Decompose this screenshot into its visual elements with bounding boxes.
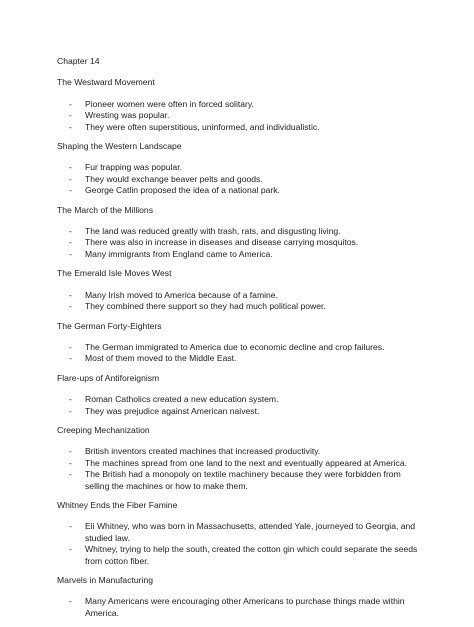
list-item — [57, 446, 422, 457]
list-item — [57, 122, 422, 133]
chapter-heading: Chapter 14 — [57, 56, 100, 66]
list-item-text: They was prejudice against American naivest. — [85, 405, 260, 416]
section-heading: Creeping Mechanization — [57, 424, 150, 435]
dash-bullet-icon: - — [69, 353, 72, 364]
notes-section — [57, 425, 422, 492]
section-heading: The German Forty-Eighters — [57, 320, 162, 331]
list-item-text: They would exchange beaver pelts and goods. — [85, 173, 263, 184]
notes-section — [57, 373, 422, 417]
list-item-text: Whitney, trying to help the south, created the cotton gin which could separate the seeds from cotton fiber. — [85, 544, 418, 566]
dash-bullet-icon: - — [69, 173, 72, 184]
list-item — [57, 342, 422, 353]
list-item-text: Many immigrants from England came to America. — [85, 248, 273, 259]
dash-bullet-icon: - — [69, 162, 72, 173]
dash-bullet-icon: - — [69, 596, 72, 607]
dash-bullet-icon: - — [69, 289, 72, 300]
list-item — [57, 110, 422, 121]
section-heading: The Westward Movement — [57, 77, 155, 88]
list-item-text: Many Americans were encouraging other Americans to purchase things made within America. — [85, 596, 405, 618]
notes-section — [57, 268, 422, 312]
dash-bullet-icon: - — [69, 98, 72, 109]
notes-section — [57, 141, 422, 197]
list-item — [57, 226, 422, 237]
list-item — [57, 174, 422, 185]
list-item-text: The German immigrated to America due to economic decline and crop failures. — [85, 341, 385, 352]
dash-bullet-icon: - — [69, 237, 72, 248]
dash-bullet-icon: - — [69, 457, 72, 468]
list-item — [57, 458, 422, 469]
bullet-list — [57, 99, 422, 133]
dash-bullet-icon: - — [69, 394, 72, 405]
list-item — [57, 301, 422, 312]
dash-bullet-icon: - — [69, 521, 72, 532]
list-item — [57, 521, 422, 544]
notes-section — [57, 77, 422, 133]
bullet-list — [57, 446, 422, 492]
list-item — [57, 237, 422, 248]
section-heading: The Emerald Isle Moves West — [57, 268, 172, 279]
list-item-text: Many Irish moved to America because of a famine. — [85, 289, 278, 300]
dash-bullet-icon: - — [69, 248, 72, 259]
notes-sections — [57, 77, 422, 619]
list-item-text: The British had a monopoly on textile machinery because they were forbidden from selling the machines or how to make them. — [85, 469, 401, 491]
list-item-text: They combined there support so they had much political power. — [85, 301, 326, 312]
list-item — [57, 596, 422, 619]
list-item-text: George Catlin proposed the idea of a national park. — [85, 185, 280, 196]
bullet-list — [57, 394, 422, 417]
dash-bullet-icon: - — [69, 185, 72, 196]
list-item-text: There was also in increase in diseases and disease carrying mosquitos. — [85, 237, 359, 248]
list-item-text: Fur trapping was popular. — [85, 162, 182, 173]
bullet-list — [57, 226, 422, 260]
document-content — [57, 56, 422, 627]
list-item-text: Wresting was popular. — [85, 110, 170, 121]
notes-section — [57, 500, 422, 567]
dash-bullet-icon: - — [69, 446, 72, 457]
list-item — [57, 544, 422, 567]
dash-bullet-icon: - — [69, 341, 72, 352]
list-item — [57, 394, 422, 405]
section-heading: Shaping the Western Landscape — [57, 141, 182, 152]
list-item — [57, 249, 422, 260]
list-item — [57, 406, 422, 417]
dash-bullet-icon: - — [69, 226, 72, 237]
list-item-text: Roman Catholics created a new education system. — [85, 394, 279, 405]
bullet-list — [57, 342, 422, 365]
dash-bullet-icon: - — [69, 544, 72, 555]
list-item-text: The land was reduced greatly with trash, rats, and disgusting living. — [85, 226, 341, 237]
list-item — [57, 162, 422, 173]
list-item-text: Most of them moved to the Middle East. — [85, 353, 237, 364]
list-item — [57, 185, 422, 196]
bullet-list — [57, 290, 422, 313]
notes-section — [57, 205, 422, 261]
dash-bullet-icon: - — [69, 121, 72, 132]
bullet-list — [57, 162, 422, 196]
bullet-list — [57, 521, 422, 567]
section-heading: Marvels in Manufacturing — [57, 575, 154, 585]
list-item — [57, 99, 422, 110]
dash-bullet-icon: - — [69, 405, 72, 416]
list-item — [57, 290, 422, 301]
section-heading: The March of the Millions — [57, 204, 153, 215]
list-item-text: British inventors created machines that increased productivity. — [85, 446, 321, 457]
list-item-text: The machines spread from one land to the next and eventually appeared at America. — [85, 457, 407, 468]
section-heading: Flare-ups of Antiforeignism — [57, 372, 160, 383]
list-item — [57, 353, 422, 364]
section-heading: Whitney Ends the Fiber Famine — [57, 499, 178, 510]
list-item — [57, 469, 422, 492]
list-item-text: They were often superstitious, uninformed, and individualistic. — [85, 121, 320, 132]
list-item-text: Eli Whitney, who was born in Massachusetts, attended Yale, journeyed to Georgia, and studied law. — [85, 521, 416, 543]
dash-bullet-icon: - — [69, 110, 72, 121]
dash-bullet-icon: - — [69, 469, 72, 480]
dash-bullet-icon: - — [69, 301, 72, 312]
bullet-list — [57, 596, 422, 619]
notes-section — [57, 321, 422, 365]
list-item-text: Pioneer women were often in forced solitary. — [85, 98, 254, 109]
